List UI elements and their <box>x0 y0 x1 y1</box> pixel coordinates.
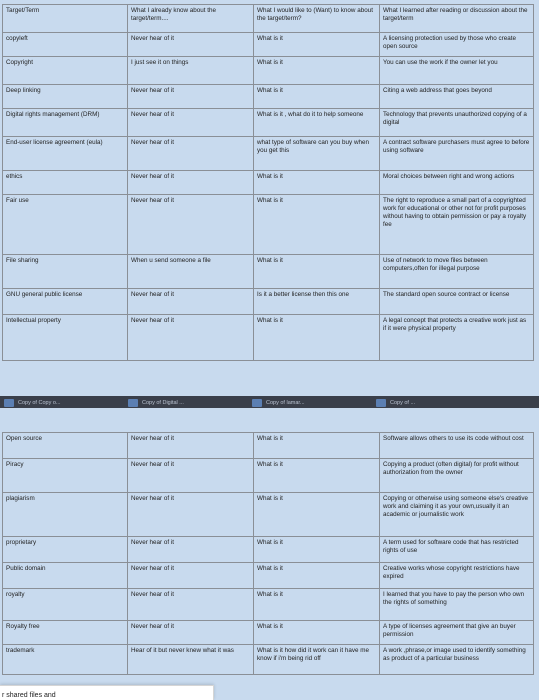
know-cell[interactable]: When u send someone a file <box>128 255 254 289</box>
learned-cell[interactable]: Software allows others to use its code without cost <box>380 433 534 459</box>
taskbar-item[interactable]: Copy of lamar... <box>252 398 370 408</box>
table-row <box>3 33 534 57</box>
know-cell[interactable]: Never hear of it <box>128 563 254 589</box>
table-row <box>3 109 534 137</box>
learned-cell[interactable]: Technology that prevents unauthorized copying of a digital <box>380 109 534 137</box>
know-cell[interactable]: Never hear of it <box>128 315 254 361</box>
term-cell[interactable]: Piracy <box>3 459 128 493</box>
term-cell[interactable]: Open source <box>3 433 128 459</box>
learned-cell[interactable]: A legal concept that protects a creative work just as if it were physical property <box>380 315 534 361</box>
suggestion-popup[interactable] <box>0 685 214 700</box>
want-cell[interactable]: What is it <box>254 563 380 589</box>
know-cell[interactable]: Never hear of it <box>128 589 254 621</box>
want-cell[interactable]: What is it <box>254 57 380 85</box>
term-cell[interactable]: Copyright <box>3 57 128 85</box>
learned-cell[interactable]: Moral choices between right and wrong actions <box>380 171 534 195</box>
learned-cell[interactable]: A term used for software code that has restricted rights of use <box>380 537 534 563</box>
learned-cell[interactable]: A type of licenses agreement that give an buyer permission <box>380 621 534 645</box>
taskbar-item[interactable]: Copy of Copy o... <box>4 398 122 408</box>
table-row <box>3 459 534 493</box>
table-row <box>3 589 534 621</box>
want-cell[interactable]: What is it how did it work can it have me know if i'm being rid off <box>254 645 380 675</box>
table-row <box>3 493 534 537</box>
learned-cell[interactable]: What I learned after reading or discussion about the target/term <box>380 5 534 33</box>
learned-cell[interactable]: Copying a product (often digital) for profit without authorization from the owner <box>380 459 534 493</box>
term-cell[interactable]: Digital rights management (DRM) <box>3 109 128 137</box>
learned-cell[interactable]: The standard open source contract or license <box>380 289 534 315</box>
table-row <box>3 289 534 315</box>
know-cell[interactable]: Never hear of it <box>128 171 254 195</box>
term-cell[interactable]: ethics <box>3 171 128 195</box>
term-cell[interactable]: royalty <box>3 589 128 621</box>
term-cell[interactable]: File sharing <box>3 255 128 289</box>
know-cell[interactable]: Never hear of it <box>128 109 254 137</box>
know-cell[interactable]: I just see it on things <box>128 57 254 85</box>
want-cell[interactable]: What is it <box>254 33 380 57</box>
want-cell[interactable]: What is it <box>254 493 380 537</box>
know-cell[interactable]: Never hear of it <box>128 621 254 645</box>
term-cell[interactable]: Intellectual property <box>3 315 128 361</box>
want-cell[interactable]: What is it , what do it to help someone <box>254 109 380 137</box>
learned-cell[interactable]: Copying or otherwise using someone else's creative work and claiming it as your own,usually it an academic or journalistic work <box>380 493 534 537</box>
want-cell[interactable]: what type of software can you buy when you get this <box>254 137 380 171</box>
want-cell[interactable]: What is it <box>254 433 380 459</box>
document-page-2 <box>0 408 539 700</box>
want-cell[interactable]: What is it <box>254 621 380 645</box>
popup-text: r shared files and <box>2 692 56 699</box>
term-cell[interactable]: Target/Term <box>3 5 128 33</box>
know-cell[interactable]: Hear of it but never knew what it was <box>128 645 254 675</box>
know-cell[interactable]: Never hear of it <box>128 195 254 255</box>
know-cell[interactable]: Never hear of it <box>128 493 254 537</box>
want-cell[interactable]: What is it <box>254 195 380 255</box>
document-icon <box>376 399 386 407</box>
term-cell[interactable]: Royalty free <box>3 621 128 645</box>
table-row <box>3 137 534 171</box>
table-row <box>3 537 534 563</box>
document-icon <box>4 399 14 407</box>
term-cell[interactable]: Deep linking <box>3 85 128 109</box>
term-cell[interactable]: GNU general public license <box>3 289 128 315</box>
want-cell[interactable]: What is it <box>254 537 380 563</box>
know-cell[interactable]: Never hear of it <box>128 137 254 171</box>
kwl-table-2 <box>2 432 534 675</box>
know-cell[interactable]: Never hear of it <box>128 433 254 459</box>
document-icon <box>128 399 138 407</box>
learned-cell[interactable]: A work ,phrase,or image used to identify something as product of a particular business <box>380 645 534 675</box>
learned-cell[interactable]: Citing a web address that goes beyond <box>380 85 534 109</box>
know-cell[interactable]: Never hear of it <box>128 33 254 57</box>
table-row <box>3 85 534 109</box>
want-cell[interactable]: What is it <box>254 315 380 361</box>
table-row <box>3 433 534 459</box>
want-cell[interactable]: Is it a better license then this one <box>254 289 380 315</box>
table-row <box>3 621 534 645</box>
term-cell[interactable]: End-user license agreement (eula) <box>3 137 128 171</box>
want-cell[interactable]: What I would like to (Want) to know about the target/term? <box>254 5 380 33</box>
term-cell[interactable]: copyleft <box>3 33 128 57</box>
learned-cell[interactable]: I learned that you have to pay the person who own the rights of something <box>380 589 534 621</box>
know-cell[interactable]: Never hear of it <box>128 85 254 109</box>
learned-cell[interactable]: A licensing protection used by those who create open source <box>380 33 534 57</box>
want-cell[interactable]: What is it <box>254 459 380 493</box>
term-cell[interactable]: Public domain <box>3 563 128 589</box>
header-row <box>3 5 534 33</box>
want-cell[interactable]: What is it <box>254 85 380 109</box>
learned-cell[interactable]: Use of network to move files between computers,often for illegal purpose <box>380 255 534 289</box>
taskbar-item[interactable]: Copy of Digital ... <box>128 398 246 408</box>
know-cell[interactable]: Never hear of it <box>128 289 254 315</box>
document-icon <box>252 399 262 407</box>
learned-cell[interactable]: You can use the work if the owner let you <box>380 57 534 85</box>
table-row <box>3 255 534 289</box>
know-cell[interactable]: Never hear of it <box>128 459 254 493</box>
want-cell[interactable]: What is it <box>254 255 380 289</box>
table-row <box>3 315 534 361</box>
learned-cell[interactable]: Creative works whose copyright restrictions have expired <box>380 563 534 589</box>
want-cell[interactable]: What is it <box>254 589 380 621</box>
table-row <box>3 563 534 589</box>
table-row <box>3 195 534 255</box>
term-cell[interactable]: proprietary <box>3 537 128 563</box>
term-cell[interactable]: plagiarism <box>3 493 128 537</box>
table-row <box>3 57 534 85</box>
kwl-table-1 <box>2 4 534 361</box>
term-cell[interactable]: Fair use <box>3 195 128 255</box>
table-row <box>3 171 534 195</box>
term-cell[interactable]: trademark <box>3 645 128 675</box>
know-cell[interactable]: Never hear of it <box>128 537 254 563</box>
want-cell[interactable]: What is it <box>254 171 380 195</box>
table-row <box>3 645 534 675</box>
learned-cell[interactable]: A contract software purchasers must agree to before using software <box>380 137 534 171</box>
learned-cell[interactable]: The right to reproduce a small part of a copyrighted work for educational or other not for profit purposes without having to obtain permission or pay a royalty fee <box>380 195 534 255</box>
know-cell[interactable]: What I already know about the target/term.... <box>128 5 254 33</box>
taskbar-item[interactable]: Copy of ... <box>376 398 494 408</box>
